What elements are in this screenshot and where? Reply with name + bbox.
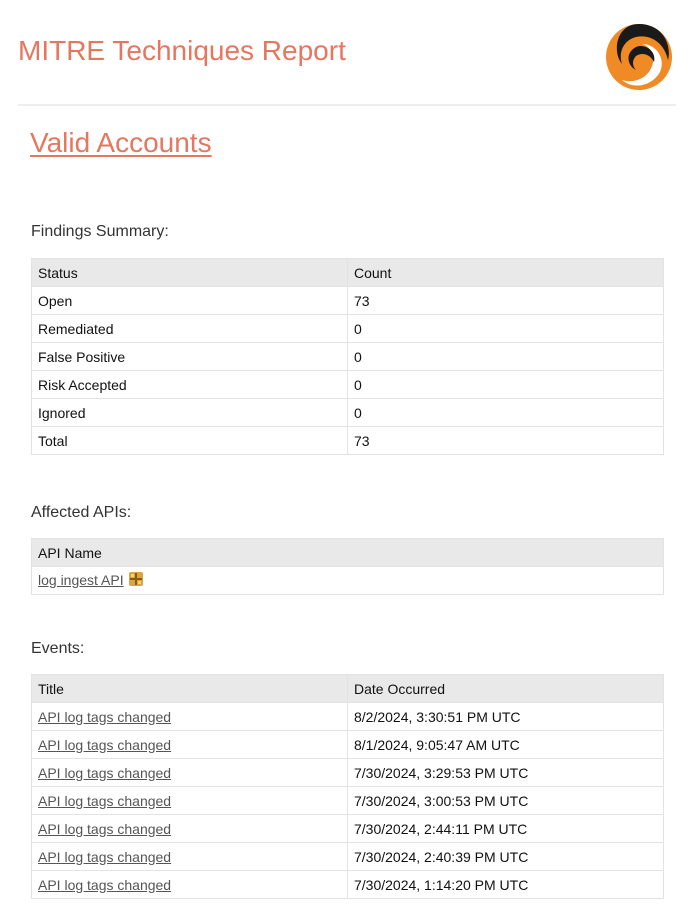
table-header-row xyxy=(32,539,664,567)
event-title-cell xyxy=(32,703,348,731)
table-row xyxy=(32,371,664,399)
status-cell: Risk Accepted xyxy=(32,371,348,399)
event-date-cell: 7/30/2024, 3:29:53 PM UTC xyxy=(348,759,664,787)
api-gateway-icon xyxy=(128,571,144,590)
event-date-cell: 7/30/2024, 2:40:39 PM UTC xyxy=(348,843,664,871)
event-date-cell: 8/2/2024, 3:30:51 PM UTC xyxy=(348,703,664,731)
table-row xyxy=(32,787,664,815)
affected-apis-table xyxy=(31,538,664,595)
technique-title-link[interactable]: Valid Accounts xyxy=(30,127,212,158)
event-link[interactable]: API log tags changed xyxy=(38,764,172,781)
table-row xyxy=(32,399,664,427)
events-table xyxy=(31,674,664,899)
event-date-cell: 8/1/2024, 9:05:47 AM UTC xyxy=(348,731,664,759)
table-row xyxy=(32,871,664,899)
event-date-cell: 7/30/2024, 2:44:11 PM UTC xyxy=(348,815,664,843)
event-date-cell: 7/30/2024, 1:14:20 PM UTC xyxy=(348,871,664,899)
event-title-cell xyxy=(32,871,348,899)
event-link[interactable]: API log tags changed xyxy=(38,848,172,865)
event-link[interactable]: API log tags changed xyxy=(38,820,172,837)
count-cell: 0 xyxy=(348,399,664,427)
event-link[interactable]: API log tags changed xyxy=(38,708,172,725)
table-row xyxy=(32,703,664,731)
company-logo-icon xyxy=(604,20,674,94)
table-row xyxy=(32,843,664,871)
event-title-cell xyxy=(32,843,348,871)
table-row xyxy=(32,815,664,843)
status-cell: Open xyxy=(32,287,348,315)
findings-summary-label: Findings Summary: xyxy=(31,223,169,240)
column-header-date-occurred: Date Occurred xyxy=(348,675,664,703)
events-label: Events: xyxy=(31,640,85,657)
table-row xyxy=(32,315,664,343)
api-link[interactable]: log ingest API xyxy=(38,572,124,588)
event-title-cell xyxy=(32,759,348,787)
status-cell: Ignored xyxy=(32,399,348,427)
table-row xyxy=(32,427,664,455)
api-name-cell xyxy=(32,567,664,595)
event-link[interactable]: API log tags changed xyxy=(38,792,172,809)
event-link[interactable]: API log tags changed xyxy=(38,736,172,753)
table-row xyxy=(32,759,664,787)
table-row xyxy=(32,567,664,595)
table-header-row xyxy=(32,259,664,287)
event-link[interactable]: API log tags changed xyxy=(38,876,172,893)
table-row xyxy=(32,343,664,371)
table-header-row xyxy=(32,675,664,703)
column-header-title: Title xyxy=(32,675,348,703)
status-cell: Total xyxy=(32,427,348,455)
event-title-cell xyxy=(32,815,348,843)
column-header-count: Count xyxy=(348,259,664,287)
table-row xyxy=(32,287,664,315)
event-title-cell xyxy=(32,787,348,815)
column-header-api-name: API Name xyxy=(32,539,664,567)
event-date-cell: 7/30/2024, 3:00:53 PM UTC xyxy=(348,787,664,815)
event-title-cell xyxy=(32,731,348,759)
column-header-status: Status xyxy=(32,259,348,287)
findings-summary-table xyxy=(31,258,664,455)
status-cell: Remediated xyxy=(32,315,348,343)
count-cell: 0 xyxy=(348,371,664,399)
count-cell: 73 xyxy=(348,287,664,315)
count-cell: 0 xyxy=(348,315,664,343)
report-header xyxy=(18,0,676,106)
count-cell: 73 xyxy=(348,427,664,455)
affected-apis-label: Affected APIs: xyxy=(31,504,132,521)
table-row xyxy=(32,731,664,759)
count-cell: 0 xyxy=(348,343,664,371)
status-cell: False Positive xyxy=(32,343,348,371)
page-title: MITRE Techniques Report xyxy=(18,35,346,66)
